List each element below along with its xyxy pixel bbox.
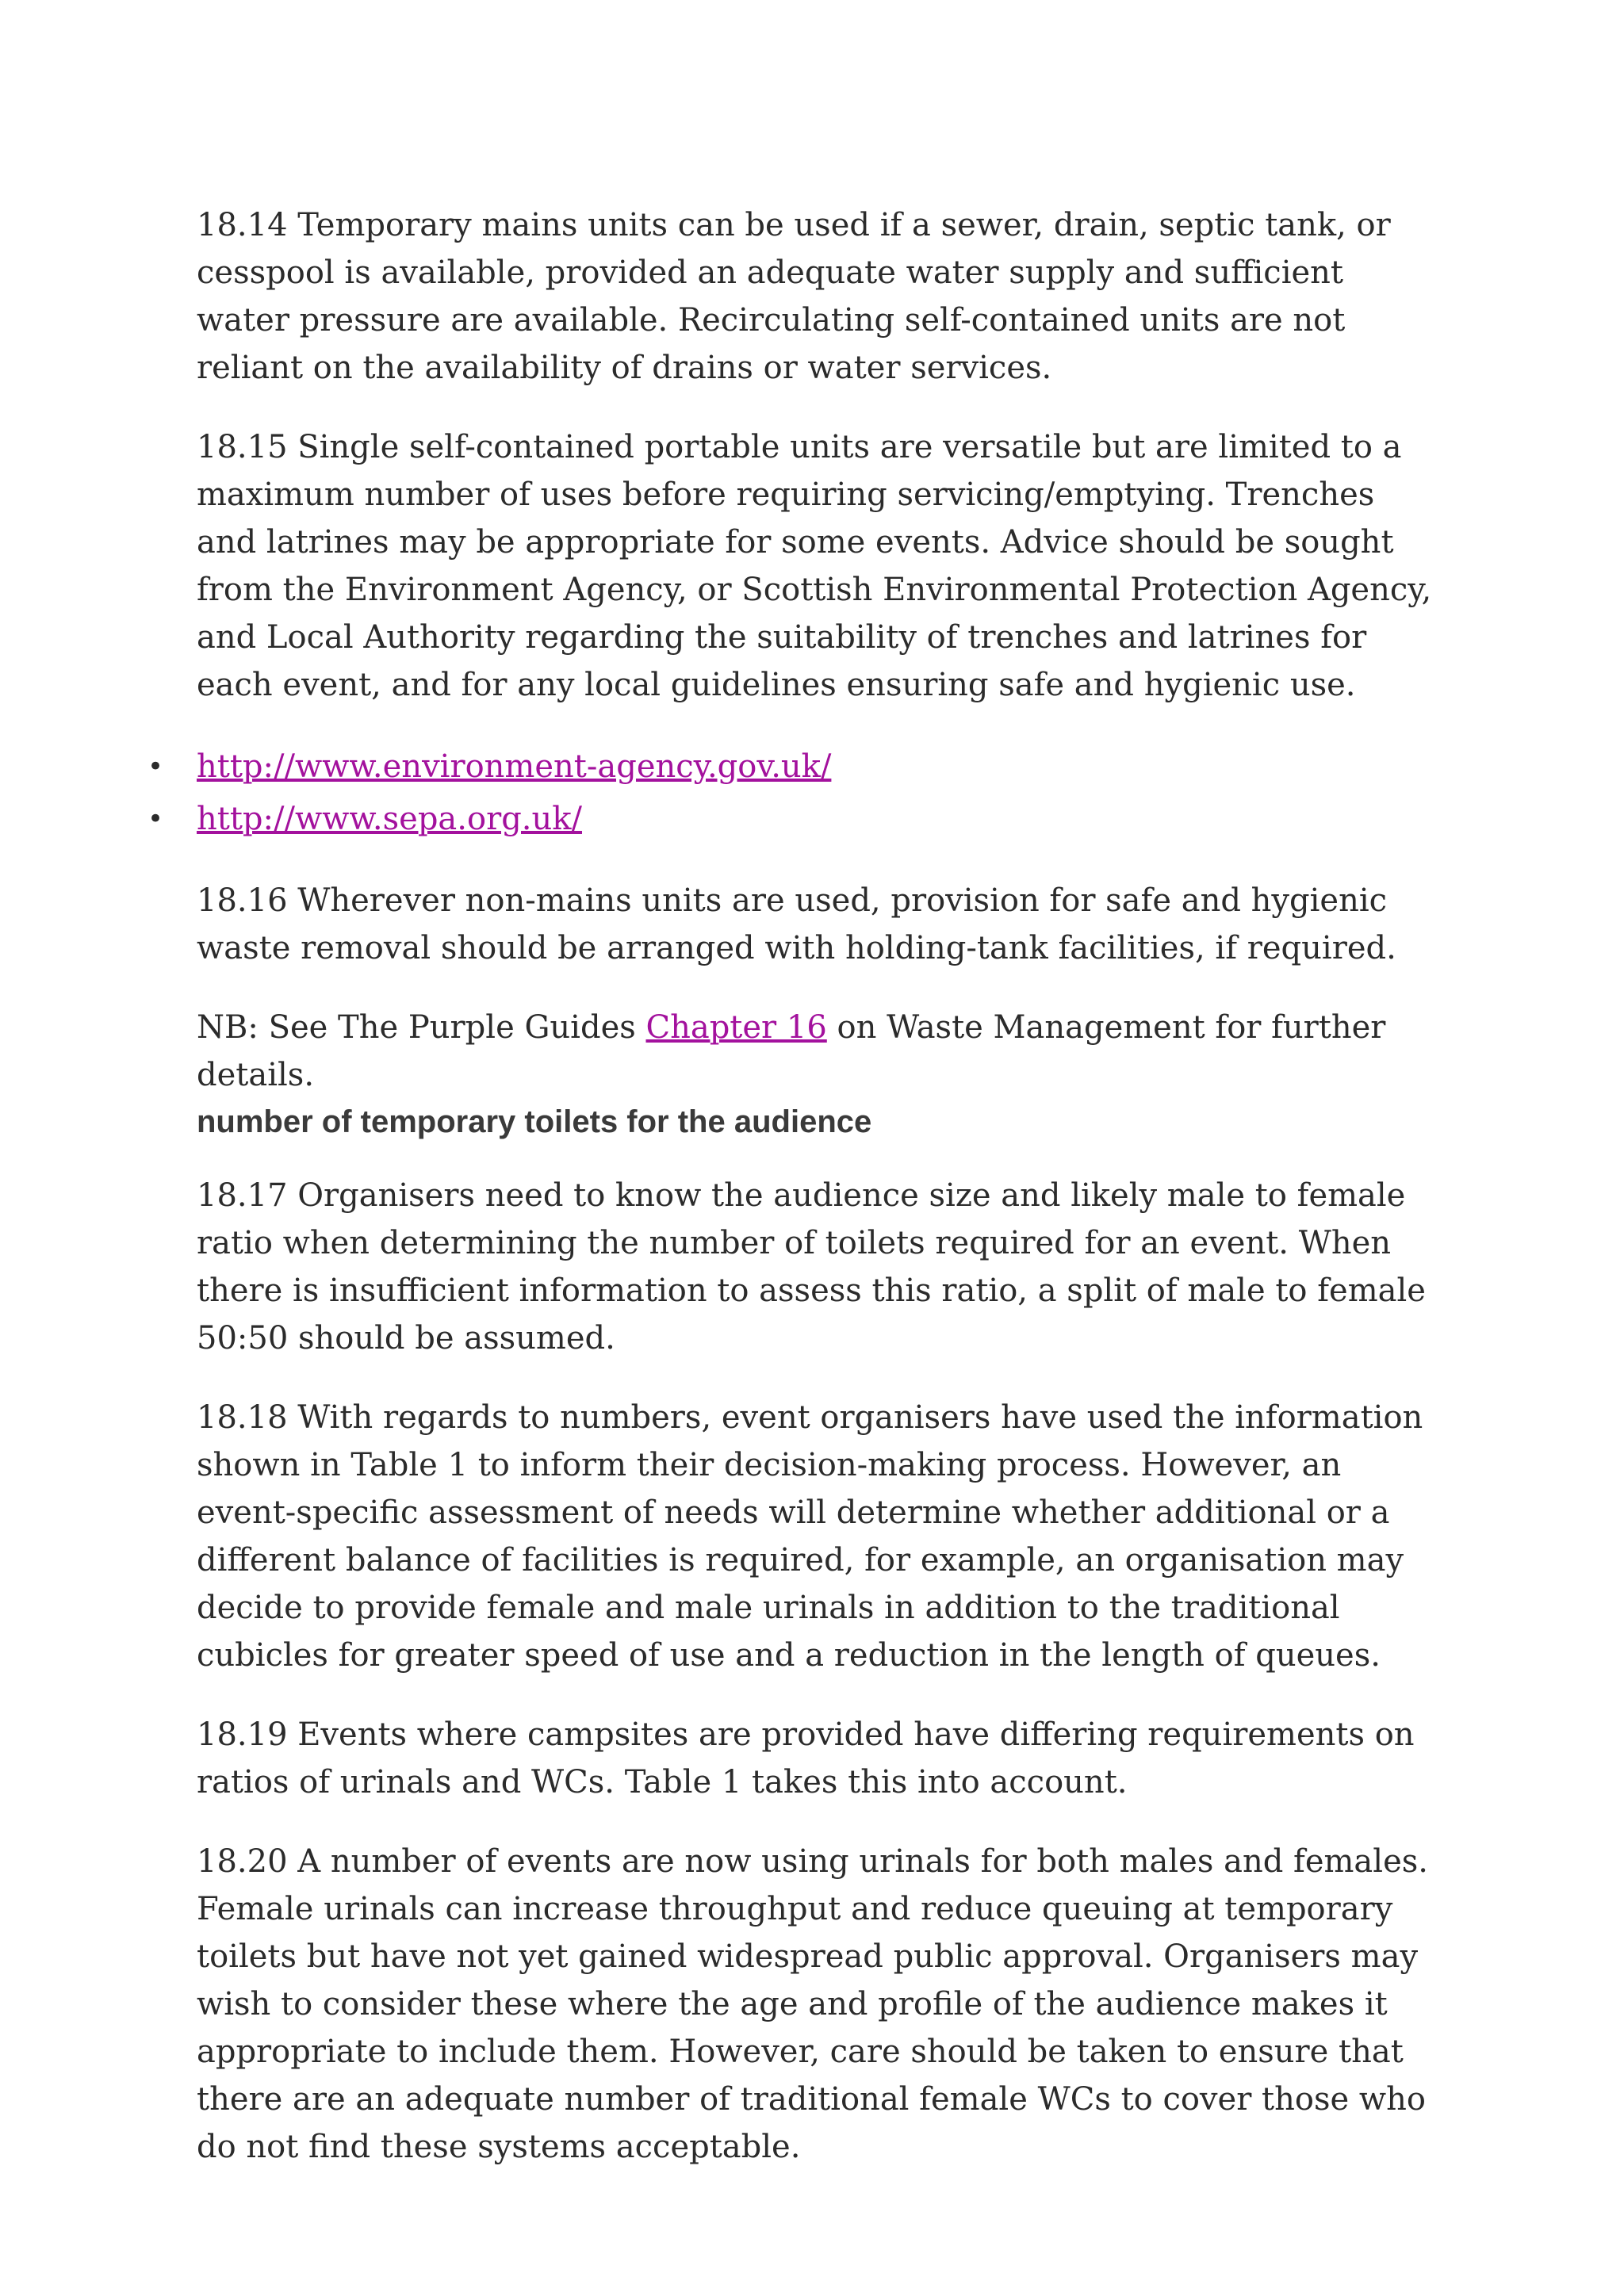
bullet-icon: •	[147, 751, 164, 783]
section-heading: number of temporary toilets for the audience	[197, 1104, 872, 1139]
chapter-16-link[interactable]: Chapter 16	[645, 1009, 827, 1046]
sepa-link[interactable]: http://www.sepa.org.uk/	[197, 801, 582, 837]
paragraph-18-20: 18.20 A number of events are now using urinals for both males and females. Female urinals can increase throughput and reduce queuing at temporary toilets but have not yet gained widespread public approval. Organisers may wish to consider these where the age and profile of the audience makes it appropriate to include them. However, care should be taken to ensure that there are an adequate number of traditional female WCs to cover those who do not find these systems acceptable.	[197, 1843, 1428, 2165]
bullet-icon: •	[147, 803, 164, 835]
environment-agency-link[interactable]: http://www.environment-agency.gov.uk/	[197, 748, 832, 785]
document-page	[147, 201, 1434, 2202]
paragraph-18-17: 18.17 Organisers need to know the audience size and likely male to female ratio when determining the number of toilets required for an event. When there is insufficient information to assess this ratio, a split of male to female 50:50 should be assumed.	[197, 1177, 1426, 1357]
nb-note-prefix: NB: See The Purple Guides	[197, 1009, 646, 1046]
paragraph-18-14: 18.14 Temporary mains units can be used if a sewer, drain, septic tank, or cesspool is available, provided an adequate water supply and sufficient water pressure are available. Recirculating self-contained units are not reliant on the availability of drains or water services.	[197, 207, 1391, 386]
paragraph-18-15: 18.15 Single self-contained portable units are versatile but are limited to a maximum number of uses before requiring servicing/emptying. Trenches and latrines may be appropriate for some events. Advice should be sought from the Environment Agency, or Scottish Environmental Protection Agency, and Local Authority regarding the suitability of trenches and latrines for each event, and for any local guidelines ensuring safe and hygienic use.	[197, 429, 1432, 703]
nb-note-suffix: on Waste Management for further details.	[197, 1009, 1386, 1093]
external-links-list	[147, 740, 1434, 845]
nb-note	[197, 1004, 1434, 1099]
paragraph-18-18: 18.18 With regards to numbers, event organisers have used the information shown in Table 1 to inform their decision-making process. However, an event-specific assessment of needs will determine whether additional or a different balance of facilities is required, for example, an organisation may decide to provide female and male urinals in addition to the traditional cubicles for greater speed of use and a reduction in the length of queues.	[197, 1399, 1423, 1674]
list-item	[147, 793, 1434, 845]
paragraph-18-16: 18.16 Wherever non-mains units are used, provision for safe and hygienic waste removal should be arranged with holding-tank facilities, if required.	[197, 882, 1396, 966]
list-item	[147, 740, 1434, 793]
paragraph-18-19: 18.19 Events where campsites are provided have differing requirements on ratios of urinals and WCs. Table 1 takes this into account.	[197, 1716, 1415, 1800]
